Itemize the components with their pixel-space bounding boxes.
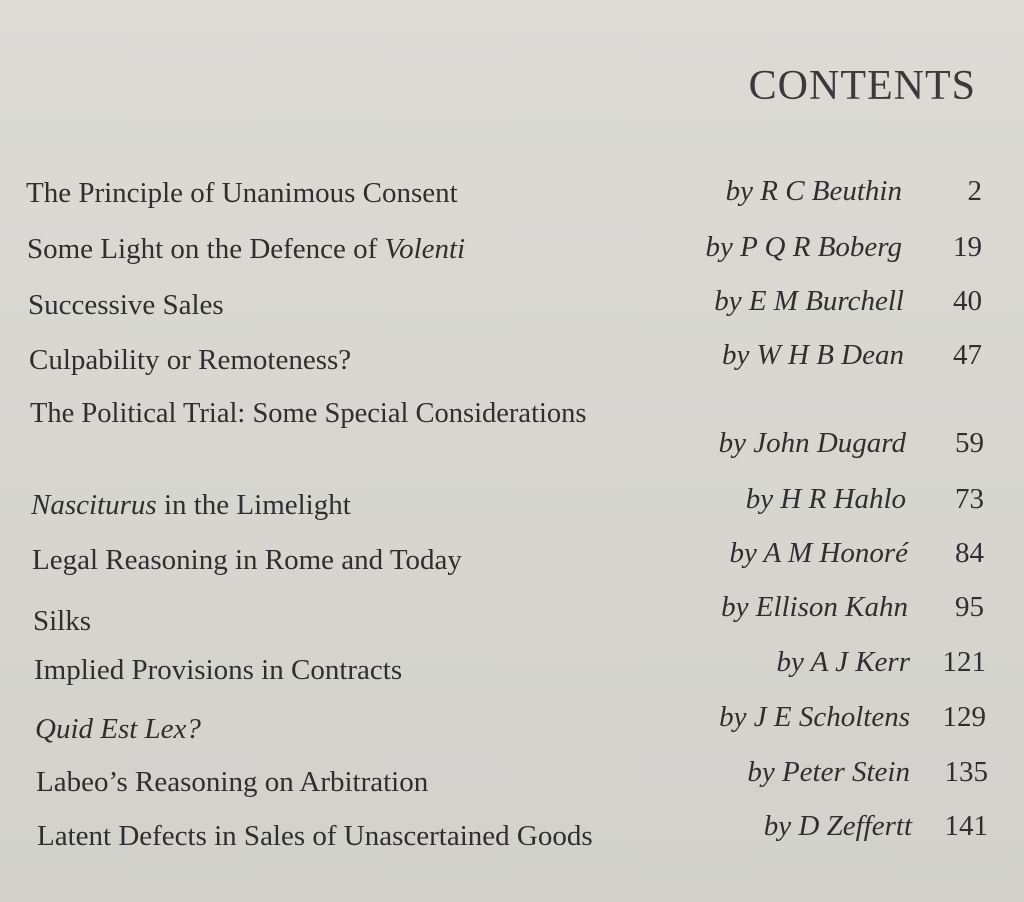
entry-author: by A J Kerr (776, 646, 910, 678)
entry-title: Successive Sales (28, 289, 224, 321)
entry-author: by Peter Stein (747, 756, 910, 788)
entry-title: Nasciturus in the Limelight (31, 489, 351, 521)
entry-title: Silks (33, 605, 92, 637)
entry-title: Labeo’s Reasoning on Arbitration (36, 766, 429, 798)
entry-page-number: 84 (955, 537, 984, 569)
entry-title: Quid Est Lex? (35, 713, 201, 745)
entry-author: by J E Scholtens (719, 701, 910, 733)
entry-page-number: 121 (942, 646, 986, 678)
entry-title: Latent Defects in Sales of Unascertained Goods (37, 820, 593, 852)
entry-title: Legal Reasoning in Rome and Today (32, 544, 462, 576)
entry-page-number: 40 (953, 285, 982, 317)
entry-page-number: 135 (944, 756, 988, 788)
entry-title: Culpability or Remoteness? (29, 344, 352, 376)
entry-author: by E M Burchell (714, 285, 904, 317)
entry-page-number: 141 (944, 810, 988, 842)
entry-author: by Ellison Kahn (721, 591, 908, 623)
entry-author: by W H B Dean (721, 339, 904, 371)
entry-page-number: 47 (953, 339, 982, 371)
entry-author: by P Q R Boberg (705, 231, 902, 263)
entry-author: by John Dugard (718, 427, 906, 459)
entry-author: by D Zeffertt (763, 810, 912, 842)
entry-title: The Principle of Unanimous Consent (26, 177, 458, 209)
entry-page-number: 129 (942, 701, 986, 733)
entry-page-number: 59 (955, 427, 984, 459)
entry-page-number: 19 (953, 231, 982, 263)
entry-author: by H R Hahlo (745, 483, 906, 515)
entry-page-number: 73 (955, 483, 984, 515)
contents-heading: CONTENTS (748, 63, 976, 109)
entry-page-number: 95 (955, 591, 984, 623)
entry-author: by R C Beuthin (725, 175, 902, 207)
entry-author: by A M Honoré (729, 537, 908, 569)
entry-title: Implied Provisions in Contracts (34, 654, 403, 686)
entry-title: The Political Trial: Some Special Considerations (30, 398, 587, 429)
entry-page-number: 2 (967, 175, 982, 207)
entry-title: Some Light on the Defence of Volenti (27, 233, 466, 265)
